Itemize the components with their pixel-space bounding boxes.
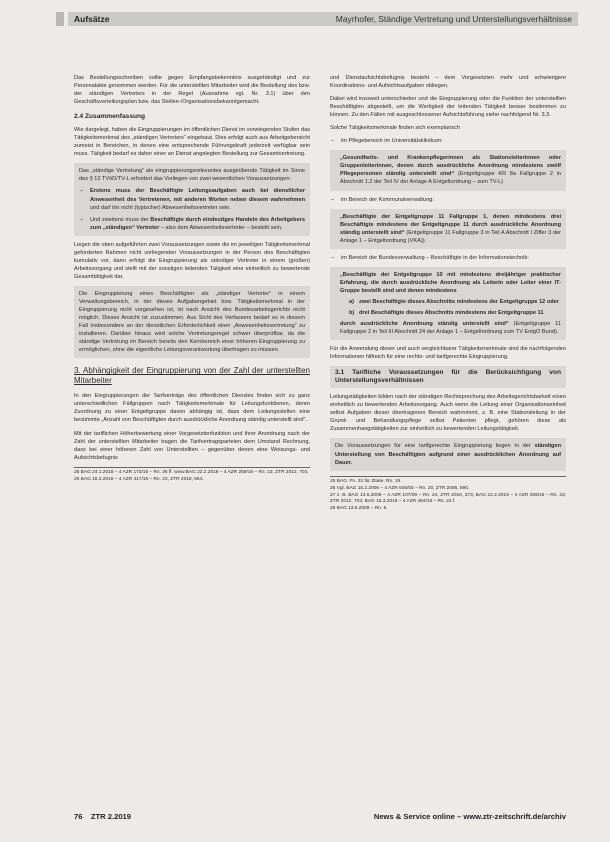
page-footer: [74, 810, 566, 822]
highlight-box: [74, 163, 310, 235]
footnote: 25 BAG 24.1.2018 – 4 AZR 173/16 – Rn. 36 ff. www.BAG 22.2.2018 – 4 AZR 259/16 – Rn. 23, ZTR 2012, 703.: [74, 469, 309, 475]
paragraph: Dabei wird insoweit unterschieden und die Eingruppierung oder die Funktion der unterstellten Beschäftigten abgestellt, um die Wertigkeit der leitenden Tätigkeit besser bestimmen zu können. Zu den Fällen mit ausgeschlossener Aufsichtsführung siehe nachfolgend Nr. 3.3.: [330, 96, 566, 119]
highlight-box: [74, 286, 310, 358]
box-text: Das „ständige Vertretung“ als eingruppierungsrelevantes ausgeübende Tätigkeit im Sinne des § 12 TVöD/TV-L erfordert das Vorliegen von zwei wesentlichen Voraussetzungen:: [79, 168, 305, 183]
right-column: [330, 74, 566, 514]
example-list: [330, 137, 566, 145]
journal-issue: ZTR 2.2019: [90, 811, 132, 821]
list-item: – im Bereich der Bundesverwaltung – Beschäftigte in der Informationstechnik:: [330, 254, 566, 262]
highlight-box: Die Voraussetzungen für eine tarifgerechte Eingruppierung liegen in der ständigen Unterstellung von Beschäftigten aufgrund einer ausdrücklichen Anordnung auf Dauer.: [330, 438, 566, 470]
footnote: 28 BAG 13.5.2009 – Rn. 6.: [330, 506, 388, 512]
paragraph: In den Eingruppierungen der Tarifverträge des öffentlichen Dienstes finden sich zu ganz unterschiedlichen Fällgruppen nach Tätigkeitsmerkmale für Leitungsfunktionen, deren Zuordnung zu einer Entgeltgruppe davon abhängig ist, dass dem Leitungsstellen eine bestimmte „Anzahl von Beschäftigten durch ausdrückliche Anordnung ständig unterstellt sind“.: [74, 393, 310, 424]
footnote: 27 z. B. BAG 13.5.2009 – 4 AZR 107/08 – Rn. 24, ZTR 2010, 373; BAG 22.2.2018 – 4 AZR 259/16 – Rn. 23; ZTR 2012, 703; BAG 15.3.2018 – 4 AZR 484/16 – Rn. 22 f.: [330, 492, 566, 505]
list-item: – Und zweitens muss der Beschäftigte durch eindeutiges Handeln des Arbeitgebers zum „ständigen“ Vertreter – also dem Abwesenheitsvertreter – bestellt sein.: [79, 216, 305, 232]
example-list: [330, 196, 566, 204]
paragraph: Leitungstätigkeiten bilden nach der ständigen Rechtsprechung des Arbeitsgerichtsbarkeit einen einheitlich zu bewertenden Arbeitsvorgang. Auch wenn die Leitung einer Organisationseinheit selbst Aufgaben dieser übertragenen Bereich wahrnimmt, z. B. eine Stationsleitung in der Grund- und Behandlungspflege selbst Patienten pflegt, gehören diese als Zusammenhangstätigkeiten zur einheitlich zu bewertenden Leitungstätigkeit.: [330, 394, 566, 433]
list-item: – im Pflegebereich im Universitätsklinikum:: [330, 137, 566, 145]
paragraph: Solche Tätigkeitsmerkmale finden sich exemplarisch: [330, 125, 460, 132]
subsection-heading: 3.1 Tarifliche Voraussetzungen für die Berücksichtigung von Unterstellungsverhältnissen: [335, 369, 561, 385]
list-item: – Erstens muss der Beschäftigte Leitungsaufgaben auch bei dienstlicher Anwesenheit des Vertretenen, mit anderen Worten neben diesem wahrnehmen und darf ihn nicht (typischer) Abwesenheitsvertreter sein.: [79, 187, 305, 211]
left-column: [74, 74, 310, 484]
section-heading: 2.4 Zusammenfassung: [74, 113, 146, 121]
sub-item: b) drei Beschäftigte dieses Abschnitts mindestens der Entgeltgruppe 11: [349, 309, 544, 316]
footnotes: [330, 476, 566, 513]
footnotes: [74, 467, 310, 484]
service-link[interactable]: News & Service online – www.ztr-zeitschrift.de/archiv: [373, 811, 566, 821]
box-text: Die Eingruppierung eines Beschäftigten als „ständiger Vertreter“ in einem Verwaltungsbereich, in der dieses Aufgabengebiet bzw. Tätigkeitsmerkmal in der Eingruppierung nicht vorgesehen ist, ist nach Ansicht des Bundesarbeitsgerichts nicht möglich. Dieses Ansicht ist zuzustimmen. Aus Sicht des Verfassers bedarf es in diesem Fall insbesondere an der dienstlichen Erforderlichkeit einer „Anwesenheitsvertretung“ zu installieren. Darüber hinaus wird solche Vertretungsregel schwer überprüfbar, da die ständige Vertretung im Bereich bereits den Kernbereich einer höheren Eingruppierung zu ermöglichen, ohne die eigentliche Leitungsverantwortung übertragen zu müssen.: [79, 290, 305, 354]
paragraph: Liegen die oben aufgeführten zwei Voraussetzungen sowie die im jeweiligen Tätigkeitsmerkmal geforderten Rahmen nicht vorliegenden Voraussetzungen in der Person des Beschäftigten kumulativ vor, dann erfolgt die Eingruppierung als ständiger Vertreter in einem (großen) Arbeitsvorgang und stellt mit der sonstigen leitenden Tätigkeit eine einheitlich zu bewertende Gesamttätigkeit dar.: [74, 241, 310, 280]
chapter-heading: 3. Abhängigkeit der Eingruppierung von der Zahl der unterstellten Mitarbeiter: [74, 366, 310, 386]
highlight-box: „Beschäftigte der Entgeltgruppe 10 mit mindestens dreijähriger praktischer Erfahrung, die durch ausdrückliche Anordnung als Leiterin oder Leiter einer IT-Gruppe bestellt sind und denen mindestens a) zwei Beschäftigte dieses Abschnitts mindestens der Entgeltgruppe 12 oder b) drei Beschäftigte dieses Abschnitts mindestens der Entgeltgruppe 11 durch ausdrückliche Anordnung ständig unterstellt sind“ (Entgeltgruppe 11 Fallgruppe 2 in Teil III Abschnitt 24 der Anlage 1 – Entgeltordnung zum TV EntgO Bund).: [330, 267, 566, 340]
footnote: 25 BAG, Fn. 22 für Zitate, Rn. 19.: [330, 478, 402, 484]
paragraph: Mit der tariflichen Höherbewertung einer Vorgesetztenfunktion und ihrer Anordnung nach der Zahl der unterstellten Mitarbeiter tragen die Tarifvertragsparteien dem Umstand Rechnung, dass bei einer höheren Zahl von Unterstellten – gegenüber denen eine Weisungs- und Aufsichtsbefugnis: [74, 430, 310, 461]
page-number: 76: [74, 811, 83, 821]
section-label: Aufsätze: [74, 14, 110, 24]
box-text: „Beschäftigte der Entgeltgruppe 10 mit mindestens dreijähriger praktischer Erfahrung, die durch ausdrückliche Anordnung als Leiterin oder Leiter einer IT-Gruppe bestellt sind und denen mindestens: [340, 271, 561, 294]
running-title: Mayrhofer, Ständige Vertretung und Unterstellungsverhältnisse: [335, 14, 572, 24]
section-marker: [56, 12, 64, 26]
sub-item: a) zwei Beschäftigte dieses Abschnitts mindestens der Entgeltgruppe 12 oder: [349, 298, 559, 305]
highlight-box: „Gesundheits- und Krankenpflegerinnen als Stationsleiterinnen oder Gruppenleiterinnen, denen durch ausdrückliche Anordnung mindestens zwölf Pflegepersonen ständig unterstellt sind“ (Entgeltgruppe KR 8a Fallgruppe 2 in Abschnitt 1.2 der Teil IV der Anlage A Entgeltordnung – zum TV-L): [330, 150, 566, 190]
paragraph: Wie dargelegt, haben die Eingruppierungen im öffentlichen Dienst im vorwiegenden Stufen das Tätigkeitsmerkmal des „ständigen Vertreters“ eingebaut. Dies erfolgt auch aus Arbeitgebersicht zumeist in Bereichen, in denen eine entsprechende Führungskraft jederzeit verfügbar sein muss. Tätigkeit bedarf es daher einer an Dienst angelegten Bestellung zur Gesamtvertretung.: [74, 127, 310, 158]
example-list: [330, 254, 566, 262]
page-header: [68, 12, 578, 26]
footnote: 26 BAG 15.3.2018 – 4 AZR 417/16 – Rn. 23, ZTR 2018, 664.: [74, 476, 204, 482]
list-item: – im Bereich der Kommunalverwaltung:: [330, 196, 566, 204]
subsection-heading-box: [330, 366, 566, 388]
footnote: 26 Vgl. BAG 15.2.2006 – 4 AZR 645/05 – Rn. 20, ZTR 2006, 590.: [330, 485, 470, 491]
paragraph: Das Bestellungsschreiben sollte gegen Empfangsbekenntnis ausgehändigt und zur Personalakte genommen werden. Für die unterstellten Mitarbeiter wird die Bestellung des bzw. der ständigen Vertreters in der Regel (Ausnahme vgl. Nr. 3.1) über den Geschäftsverteilungsplan bzw. das Stellen-/Organisationsbekanntgemacht.: [74, 75, 310, 106]
highlight-box: „Beschäftigte der Entgeltgruppe 11 Fallgruppe 1, denen mindestens drei Beschäftigte mindestens der Entgeltgruppe 11 durch ausdrückliche Anordnung ständig unterstellt sind“ (Entgeltgruppe 11 Fallgruppe 3 in Teil A Abschnitt I Ziffer 3 der Anlage 1 – Entgeltordnung (VKA)).: [330, 209, 566, 249]
paragraph: und Dienstaufsichtsbefugnis besteht – dem Vorgesetzten mehr und schwierigere Koordinations- und Aufsichtsaufgaben obliegen.: [330, 75, 566, 90]
paragraph: Für die Anwendung dieser und auch vergleichbarer Tätigkeitsmerkmale sind die nachfolgenden Informationen hilfreich für eine rechts- und tarifgerechte Eingruppierung.: [330, 346, 566, 361]
footer-left: [74, 812, 131, 821]
requirement-list: [79, 187, 305, 231]
